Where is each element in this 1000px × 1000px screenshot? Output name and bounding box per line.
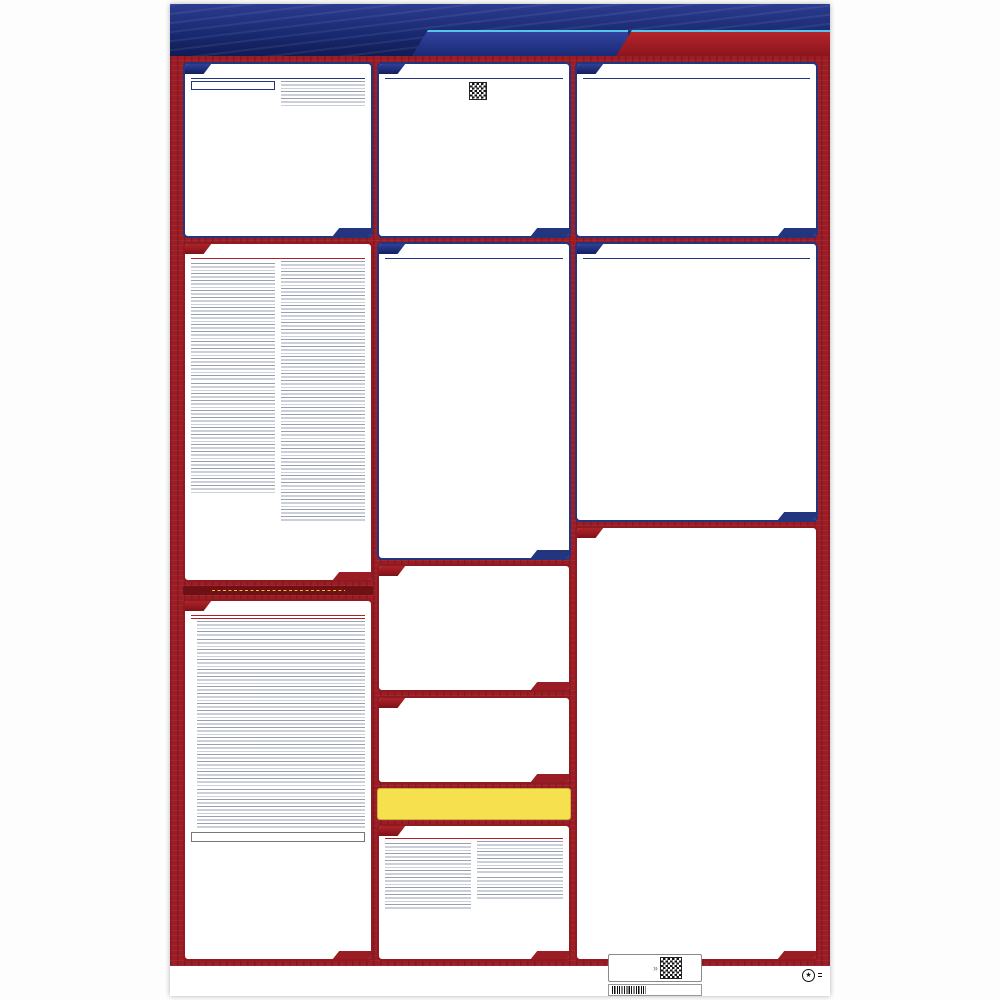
panel-userra (575, 62, 818, 238)
column-middle (377, 62, 571, 961)
text-block (197, 659, 365, 787)
scan-me-box (608, 954, 702, 982)
ribbon-texture (212, 590, 345, 592)
divider (191, 258, 365, 259)
fed-badge (184, 63, 212, 74)
qr-code-icon (660, 957, 682, 979)
panel-child-labor (183, 599, 373, 961)
fed-badge (378, 243, 406, 254)
ak-badge (184, 243, 212, 254)
panel-tag (332, 572, 372, 581)
fed-badge (576, 63, 604, 74)
info-ribbon (183, 586, 373, 595)
panel-fmla (377, 242, 571, 560)
panel-tag (332, 228, 372, 237)
fed-badge (576, 243, 604, 254)
panel-tag (332, 951, 372, 960)
column-left (183, 62, 373, 961)
scan-area (608, 954, 822, 996)
panel-notice-to-employees (377, 824, 571, 961)
tab-alaska (616, 30, 830, 56)
qr-code-icon (469, 82, 487, 100)
jjkeller-eagle-icon: ★ (802, 969, 815, 982)
divider (385, 78, 563, 79)
text-block (191, 263, 275, 381)
ak-badge (378, 565, 406, 576)
panel-tag (530, 228, 570, 237)
text-block (477, 877, 563, 899)
divider (191, 618, 365, 619)
minimum-wage-box (191, 81, 275, 90)
ak-badge (378, 697, 406, 708)
ak-badge (184, 600, 212, 611)
flsa-left-column (191, 81, 275, 107)
chevron-right-icon: » (653, 963, 658, 973)
ak-badge (378, 825, 406, 836)
panel-safety-health (575, 526, 818, 961)
workers-comp-notice-strip (377, 788, 571, 820)
ak-badge (576, 527, 604, 538)
tab-federal (412, 30, 628, 56)
panel-sexual-harassment (377, 564, 571, 692)
divider (583, 78, 810, 79)
panel-eeo (575, 242, 818, 522)
text-block (197, 639, 365, 647)
notice-right-column (477, 841, 563, 909)
column-right (575, 62, 818, 961)
text-block (281, 81, 365, 107)
divider (191, 615, 365, 616)
jurisdiction-tabs (170, 30, 830, 56)
tab-spacer (170, 30, 418, 56)
panel-tag (530, 774, 570, 783)
text-block (197, 621, 365, 637)
notice-left-column (385, 841, 471, 909)
poster-header (170, 4, 830, 56)
poster-footer (170, 963, 830, 996)
eeo-left-column (583, 261, 694, 263)
panel-tag (530, 951, 570, 960)
text-block (197, 649, 365, 657)
text-block (197, 789, 365, 829)
eeo-right-column (700, 261, 811, 263)
divider (191, 78, 365, 79)
panel-emergency-info (377, 696, 571, 784)
barcode-icon (612, 986, 646, 994)
contact-box (191, 832, 365, 842)
scan-column (608, 954, 702, 996)
barcode-box (608, 984, 702, 996)
panel-polygraph (377, 62, 571, 238)
text-block (191, 383, 275, 495)
panel-tag (530, 682, 570, 691)
text-block (477, 841, 563, 875)
jjkeller-logo (802, 969, 822, 982)
text-block (385, 843, 471, 909)
panel-wage-hour (183, 242, 373, 582)
divider (385, 258, 563, 259)
fed-badge (378, 63, 406, 74)
jjkeller-text (818, 973, 822, 977)
panel-tag (777, 228, 817, 237)
labor-law-poster (170, 4, 830, 996)
panel-tag (530, 550, 570, 559)
flsa-right-column (281, 81, 365, 107)
poster-body (170, 56, 830, 966)
divider (385, 838, 563, 839)
wage-hour-right-column (281, 261, 365, 523)
divider (583, 258, 810, 259)
panel-flsa (183, 62, 373, 238)
panel-tag (777, 512, 817, 521)
text-block (281, 261, 365, 523)
wage-hour-left-column (191, 261, 275, 523)
